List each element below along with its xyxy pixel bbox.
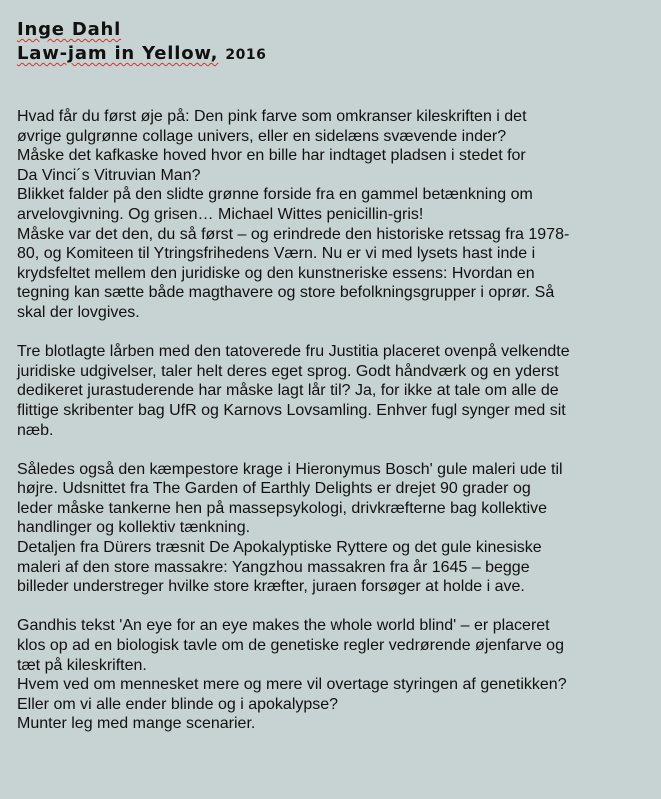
text-line: juridiske udgivelser, taler helt deres eget sprog. Godt håndværk og en yderst bbox=[17, 362, 559, 380]
text-line: leder måske tankerne hen på massepsykologi, drivkræfterne bag kollektive bbox=[17, 499, 548, 517]
text-line: Hvem ved om mennesket mere og mere vil overtage styringen af genetikken? bbox=[17, 676, 567, 694]
work-title-line bbox=[17, 42, 641, 67]
text-line: arvelovgivning. Og grisen… Michael Wittes penicillin-gris! bbox=[17, 205, 424, 223]
paragraph-3 bbox=[17, 460, 641, 597]
text-line: 80, og Komiteen til Ytringsfrihedens Værn. Nu er vi med lysets hast inde i bbox=[17, 245, 536, 263]
text-line: højre. Udsnittet fra The Garden of Earthly Delights er drejet 90 grader og bbox=[17, 480, 531, 498]
paragraph-1 bbox=[17, 107, 641, 323]
work-year: 2016 bbox=[225, 47, 267, 63]
text-line: Eller om vi alle ender blinde og i apokalypse? bbox=[17, 695, 339, 713]
text-line: Munter leg med mange scenarier. bbox=[17, 715, 256, 733]
text-line: Blikket falder på den slidte grønne forside fra en gammel betænkning om bbox=[17, 186, 533, 204]
text-line: Detaljen fra Dürers træsnit De Apokalyptiske Ryttere og det gule kinesiske bbox=[17, 539, 542, 557]
text-line: flittige skribenter bag UfR og Karnovs Lovsamling. Enhver fugl synger med sit bbox=[17, 401, 566, 419]
paragraph-4 bbox=[17, 616, 641, 734]
work-title: Law-jam in Yellow, bbox=[17, 43, 219, 64]
text-line: Måske det kafkaske hoved hvor en bille har indtaget pladsen i stedet for bbox=[17, 147, 526, 165]
text-line: handlinger og kollektiv tænkning. bbox=[17, 519, 251, 537]
text-line: Tre blotlagte lårben med den tatoverede fru Justitia placeret ovenpå velkendte bbox=[17, 343, 570, 361]
text-line: maleri af den store massakre: Yangzhou massakren fra år 1645 – begge bbox=[17, 558, 530, 576]
artist-name bbox=[17, 18, 641, 42]
text-line: krydsfeltet mellem den juridiske og den kunstneriske essens: Hvordan en bbox=[17, 264, 535, 282]
paragraph-2 bbox=[17, 342, 641, 440]
text-line: Da Vinci´s Vitruvian Man? bbox=[17, 166, 201, 184]
text-line: Således også den kæmpestore krage i Hieronymus Bosch' gule maleri ude til bbox=[17, 460, 563, 478]
text-line: Gandhis tekst 'An eye for an eye makes the whole world blind' – er placeret bbox=[17, 617, 550, 635]
text-line: billeder understreger hvilke store kræfter, juraen forsøger at holde i ave. bbox=[17, 578, 525, 596]
body-text bbox=[17, 107, 641, 734]
text-line: tegning kan sætte både magthavere og store befolkningsgrupper i oprør. Så bbox=[17, 284, 555, 302]
text-line: øvrige gulgrønne collage univers, eller en sidelæns svævende inder? bbox=[17, 127, 507, 145]
text-line: Hvad får du først øje på: Den pink farve som omkranser kileskriften i det bbox=[17, 108, 527, 125]
header bbox=[17, 18, 641, 67]
text-line: tæt på kileskriften. bbox=[17, 656, 147, 674]
text-line: skal der lovgives. bbox=[17, 303, 140, 321]
text-line: dedikeret jurastuderende har måske lagt lår til? Ja, for ikke at tale om alle de bbox=[17, 382, 559, 400]
text-line: Måske var det den, du så først – og erindrede den historiske retssag fra 1978- bbox=[17, 225, 570, 243]
text-line: næb. bbox=[17, 421, 54, 439]
artist-name-text: Inge Dahl bbox=[17, 19, 122, 40]
text-line: klos op ad en biologisk tavle om de genetiske regler vedrørende øjenfarve og bbox=[17, 637, 564, 655]
